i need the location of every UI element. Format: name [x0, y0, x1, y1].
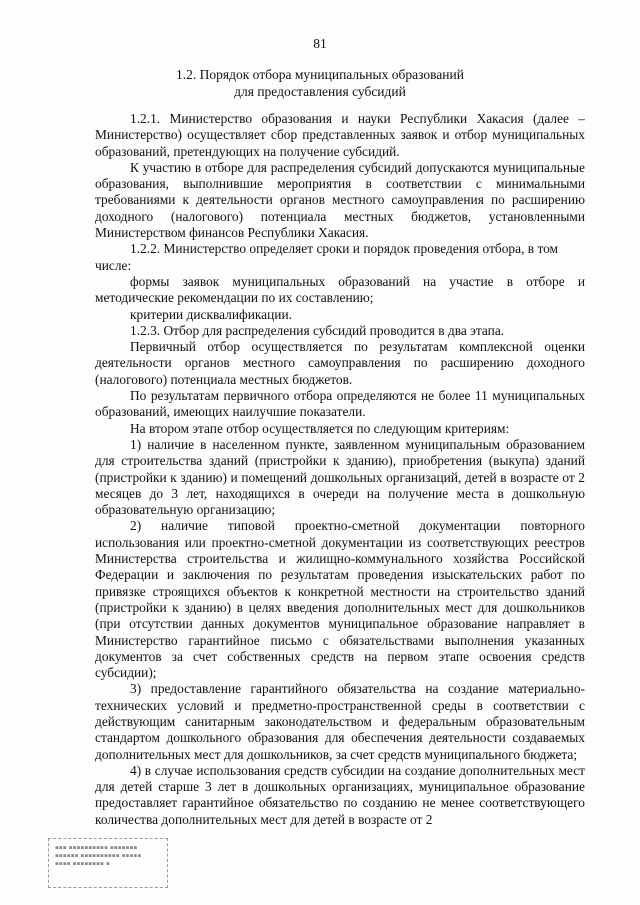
paragraph-second-stage: На втором этапе отбор осуществляется по следующим критериям: — [130, 420, 510, 436]
paragraph-primary-results: По результатам первичного отбора определяются не более 11 муниципальных образований, имеющих наилучшие показатели. — [95, 388, 585, 420]
heading-line-2: для предоставления субсидий — [234, 83, 406, 99]
paragraph-disqualification: критерии дисквалификации. — [130, 306, 292, 322]
criterion-2: 2) наличие типовой проектно-сметной документации повторного использования или проектно-сметной документации из соответствующих реестров Министерства строительства и жилищно-коммунального хозяйства Российской Федерации и заключения по результатам проведения изыскательских работ по привязке строящихся объектов к конкретной местности на строительство зданий (пристройки к зданию) в целях введения дополнительных мест для дошкольников (при отсутствии данных документов муниципальное образование направляет в Министерство гарантийное письмо с обязательствами выполнения указанных документов за счет собственных средств на первом этапе освоения средств субсидии); — [95, 518, 585, 681]
paragraph-1-2-1: 1.2.1. Министерство образования и науки Республики Хакасия (далее – Министерство) осуществляет сбор представленных заявок и отбор муниципальных образований, претендующих на получение субсидий. — [95, 111, 585, 159]
paragraph-1-2-3: 1.2.3. Отбор для распределения субсидий проводится в два этапа. — [130, 322, 505, 338]
criterion-3: 3) предоставление гарантийного обязательства на создание материально-технических условий и предметно-пространственной среды в соответствии с действующим санитарным законодательством и федеральным образовательным стандартом дошкольного образования для обеспечения деятельности создаваемых дополнительных мест для дошкольников, за счет средств муниципального бюджета; — [95, 681, 585, 762]
paragraph-application-forms: формы заявок муниципальных образований на участие в отборе и методические рекомендации по их составлению; — [95, 273, 585, 306]
page-number: 81 — [313, 36, 327, 51]
official-stamp: ▪▪▪ ▪▪▪▪▪▪▪▪▪▪ ▪▪▪▪▪▪▪ ▪▪▪▪▪▪ ▪▪▪▪▪▪▪▪▪▪ ▪▪▪▪▪ ▪▪▪▪ ▪▪▪▪▪▪▪▪ ▪ — [48, 838, 168, 888]
section-heading — [95, 67, 545, 100]
paragraph-admission: К участию в отборе для распределения субсидий допускаются муниципальные образования, выполнившие мероприятия в соответствии с минимальными требованиями к деятельности органов местного самоуправления по расширению доходного (налогового) потенциала местных бюджетов, установленными Министерством финансов Республики Хакасия. — [95, 159, 585, 241]
paragraph-primary-selection: Первичный отбор осуществляется по результатам комплексной оценки деятельности органов местного самоуправления по расширению доходного (налогового) потенциала местных бюджетов. — [95, 339, 585, 387]
criterion-4: 4) в случае использования средств субсидии на создание дополнительных мест для детей старше 3 лет в дошкольных организациях, муниципальное образование предоставляет гарантийное обязательство по созданию не менее соответствующего количества дополнительных мест для детей в возрасте от 2 — [95, 762, 585, 827]
heading-line-1: 1.2. Порядок отбора муниципальных образований — [176, 67, 464, 82]
paragraph-1-2-2: 1.2.2. Министерство определяет сроки и порядок проведения отбора, в том — [130, 241, 559, 257]
criterion-1: 1) наличие в населенном пункте, заявленном муниципальным образованием для строительства зданий (пристройки к зданию), приобретения (выкупа) зданий (пристройки к зданию) и помещений дошкольных организаций, детей в возрасте от 2 месяцев до 3 лет, находящихся в очереди на получение места в дошкольную образовательную организацию; — [95, 436, 585, 518]
document-body — [95, 111, 585, 828]
paragraph-1-2-2-continuation: числе: — [95, 257, 132, 273]
